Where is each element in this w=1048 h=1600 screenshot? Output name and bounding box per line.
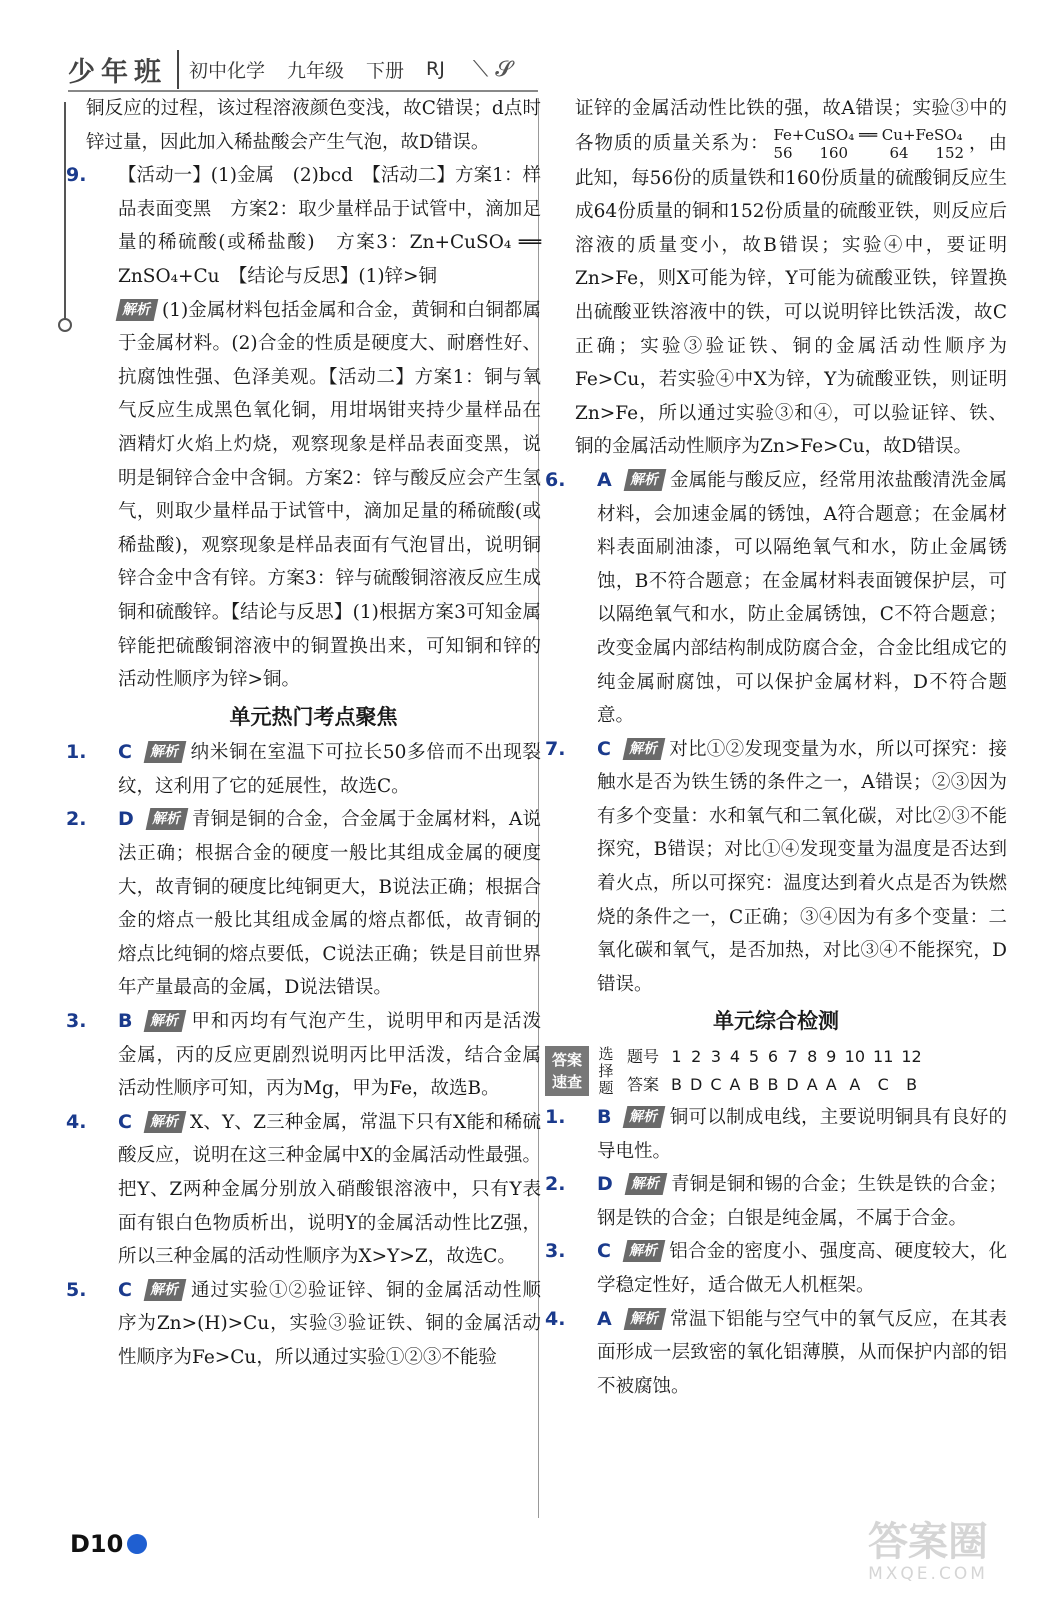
question-item bbox=[66, 1106, 541, 1274]
decoration-icon: ⟍ 𝓢 bbox=[472, 56, 513, 82]
question-number-cell: 5 bbox=[748, 1047, 760, 1067]
question-number: 2. bbox=[66, 808, 87, 831]
question-explanation: 甲和丙均有气泡产生，说明甲和丙是活泼金属，丙的反应更剧烈说明丙比甲活泼，结合金属活动性顺序可知，丙为Mg，甲为Fe，故选B。 bbox=[118, 1011, 541, 1100]
continued-paragraph: 铜反应的过程，该过程溶液颜色变浅，故C错误；d点时锌过量，因此加入稀盐酸会产生气泡，故D错误。 bbox=[86, 98, 541, 153]
question-answer: C bbox=[597, 737, 611, 760]
page-dot-icon bbox=[127, 1534, 147, 1554]
question-number: 4. bbox=[545, 1307, 566, 1330]
question-explanation: 铜可以制成电线，主要说明铜具有良好的导电性。 bbox=[597, 1107, 1007, 1162]
question-number-cell: 12 bbox=[901, 1047, 922, 1067]
answer-cell: A bbox=[729, 1075, 741, 1095]
answer-cell: B bbox=[748, 1075, 760, 1095]
right-items-a bbox=[545, 464, 1007, 1002]
question-item bbox=[66, 1274, 541, 1375]
question-answer: D bbox=[118, 808, 134, 831]
question-number: 5. bbox=[66, 1278, 87, 1301]
row-label-number: 题号 bbox=[627, 1047, 660, 1067]
question-item bbox=[545, 1303, 1007, 1404]
row-label-answer: 答案 bbox=[627, 1075, 660, 1095]
question-explanation: 通过实验①②验证锌、铜的金属活动性顺序为Zn>(H)>Cu，实验③验证铁、铜的金属活动性顺序为Fe>Cu，所以通过实验①②③不能验 bbox=[118, 1279, 541, 1368]
section-title: 单元热门考点聚焦 bbox=[229, 704, 398, 729]
answer-cell: B bbox=[767, 1075, 779, 1095]
explain-tag: 解析 bbox=[116, 299, 159, 321]
answer-grid bbox=[623, 1043, 926, 1099]
explain-tag: 解析 bbox=[623, 1308, 666, 1330]
question-number-cell: 3 bbox=[710, 1047, 721, 1067]
equation-formula: Fe+CuSO₄ ══ Cu+FeSO₄ bbox=[773, 125, 963, 144]
watermark-url: MXQE.COM bbox=[868, 1564, 988, 1584]
chemical-equation bbox=[773, 126, 964, 162]
watermark bbox=[838, 1520, 1018, 1586]
answer-cell: D bbox=[690, 1075, 703, 1095]
question-number-cell: 4 bbox=[729, 1047, 741, 1067]
question-item bbox=[545, 1235, 1007, 1302]
answer-cell: A bbox=[806, 1075, 818, 1095]
explain-tag: 解析 bbox=[144, 1279, 187, 1301]
answer-cell: A bbox=[849, 1075, 861, 1095]
continued-paragraph-right bbox=[545, 92, 1007, 464]
header-volume: 下册 bbox=[366, 59, 405, 82]
question-number-cell: 7 bbox=[787, 1047, 798, 1067]
right-column bbox=[545, 92, 1007, 1403]
question-answer: A bbox=[597, 468, 612, 491]
quick-answer-table bbox=[545, 1043, 1007, 1099]
question-explanation: 青铜是铜和锡的合金；生铁是铁的合金；钢是铁的合金；白银是纯金属，不属于合金。 bbox=[597, 1174, 1007, 1229]
left-items bbox=[66, 736, 541, 1374]
watermark-logo: 答案圈 bbox=[868, 1519, 988, 1565]
answer-cell: C bbox=[877, 1075, 889, 1095]
answer-cell: B bbox=[906, 1075, 918, 1095]
question-answer: D bbox=[597, 1173, 613, 1196]
question-explanation: 青铜是铜的合金，合金属于金属材料，A说法正确；根据合金的硬度一般比其组成金属的硬度大，故青铜的硬度比纯铜更大，B说法正确；根据合金的熔点一般比其组成金属的熔点都低，故青铜的熔点比纯铜的熔点要低，C说法正确；铁是目前世界年产量最高的金属，D说法错误。 bbox=[118, 809, 541, 999]
question-number: 3. bbox=[545, 1240, 566, 1263]
explain-tag: 解析 bbox=[144, 741, 187, 763]
question-item bbox=[545, 464, 1007, 733]
answer-grid-numbers bbox=[623, 1043, 926, 1071]
question-number-cell: 1 bbox=[671, 1047, 682, 1067]
answer-cell: D bbox=[786, 1075, 799, 1095]
question-explanation: 纳米铜在室温下可拉长50多倍而不出现裂纹，这利用了它的延展性，故选C。 bbox=[118, 742, 541, 797]
question-item bbox=[545, 1168, 1007, 1235]
answer-cell: A bbox=[825, 1075, 837, 1095]
question-answer: C bbox=[118, 1278, 132, 1301]
question-number: 6. bbox=[545, 468, 566, 491]
question-item bbox=[545, 1101, 1007, 1168]
header-grade: 九年级 bbox=[287, 59, 345, 82]
mass-cuso4: 160 bbox=[819, 143, 849, 162]
question-explanation: 铝合金的密度小、强度高、硬度较大，化学稳定性好，适合做无人机框架。 bbox=[597, 1241, 1007, 1296]
mass-fe: 56 bbox=[773, 143, 793, 162]
mass-feso4: 152 bbox=[935, 143, 965, 162]
header-edition: RJ bbox=[426, 58, 445, 80]
question-item bbox=[545, 733, 1007, 1002]
question-number-cell: 6 bbox=[767, 1047, 779, 1067]
brand-logo: 少年班 bbox=[68, 50, 179, 89]
answer-grid-answers bbox=[623, 1071, 926, 1099]
question-answer: B bbox=[597, 1106, 612, 1129]
continued-text-a: 证锌的金属活动性比铁的强，故A错误；实验③中的各物质的质量关系为： bbox=[575, 98, 1007, 154]
question-number-cell: 2 bbox=[691, 1047, 702, 1067]
explain-tag: 解析 bbox=[145, 808, 188, 830]
question-explanation: 常温下铝能与空气中的氧气反应，在其表面形成一层致密的氧化铝薄膜，从而保护内部的铝不被腐蚀。 bbox=[597, 1308, 1007, 1397]
question-explanation: X、Y、Z三种金属，常温下只有X能和稀硫酸反应，说明在这三种金属中X的金属活动性最强。把Y、Z两种金属分别放入硝酸银溶液中，只有Y表面有银白色物质析出，说明Y的金属活动性比Z强，所以三种金属的活动性顺序为X>Y>Z，故选C。 bbox=[118, 1111, 541, 1268]
question-number: 2. bbox=[545, 1173, 566, 1196]
explain-tag: 解析 bbox=[623, 469, 666, 491]
question-answer: C bbox=[597, 1240, 611, 1263]
question-type-label: 选择题 bbox=[598, 1044, 614, 1097]
question-number-cell: 10 bbox=[844, 1047, 866, 1067]
header-subject: 初中化学 bbox=[189, 59, 266, 82]
question-item bbox=[66, 736, 541, 803]
question-number-cell: 9 bbox=[826, 1047, 837, 1067]
page-header bbox=[68, 52, 512, 86]
question-answer: B bbox=[118, 1010, 133, 1033]
question-answer: C bbox=[118, 1110, 132, 1133]
question-answer: A bbox=[597, 1307, 612, 1330]
left-column bbox=[66, 92, 541, 1375]
question-number: 1. bbox=[66, 741, 87, 764]
quick-answer-badge: 答案速查 bbox=[545, 1046, 589, 1096]
question-answer: 【活动一】(1)金属 (2)bcd 【活动二】方案1：样品表面变黑 方案2：取少量样品于试管中，滴加足量的稀硫酸(或稀盐酸) 方案3：Zn+CuSO₄ ══ ZnSO₄+Cu 【结论与反思】(1)锌>铜 bbox=[118, 165, 541, 287]
section-title-right: 单元综合检测 bbox=[713, 1009, 839, 1034]
question-number: 3. bbox=[66, 1010, 87, 1033]
question-number-cell: 11 bbox=[873, 1047, 894, 1067]
question-9 bbox=[66, 159, 541, 697]
question-number: 1. bbox=[545, 1106, 566, 1129]
question-number: 9. bbox=[66, 164, 87, 187]
explain-tag: 解析 bbox=[144, 1010, 187, 1032]
answer-cell: C bbox=[710, 1075, 722, 1095]
question-number: 4. bbox=[66, 1110, 87, 1133]
explain-tag: 解析 bbox=[144, 1111, 187, 1133]
page-number: D10 bbox=[70, 1530, 124, 1558]
question-explanation: 对比①②发现变量为水，所以可探究：接触水是否为铁生锈的条件之一，A错误；②③因为有多个变量：水和氧气和二氧化碳，对比②③不能探究，B错误；对比①④发现变量为温度是否达到着火点，所以可探究：温度达到着火点是否为铁燃烧的条件之一，C正确；③④因为有多个变量：二氧化碳和氧气，是否加热，对比③④不能探究，D错误。 bbox=[597, 738, 1007, 995]
question-explanation: (1)金属材料包括金属和合金，黄铜和白铜都属于金属材料。(2)合金的性质是硬度大、耐磨性好、抗腐蚀性强、色泽美观。【活动二】方案1：铜与氧气反应生成黑色氧化铜，用坩埚钳夹持少量样品在酒精灯火焰上灼烧，观察现象是样品表面变黑，说明是铜锌合金中含铜。方案2：锌与酸反应会产生氢气，则取少量样品于试管中，滴加足量的稀硫酸(或稀盐酸)，观察现象是样品表面有气泡冒出，说明铜锌合金中含有锌。方案3：锌与硫酸铜溶液反应生成铜和硫酸锌。【结论与反思】(1)根据方案3可知金属锌能把硫酸铜溶液中的铜置换出来，可知铜和锌的活动性顺序为锌>铜。 bbox=[118, 299, 541, 691]
explain-tag: 解析 bbox=[623, 1106, 666, 1128]
explain-tag: 解析 bbox=[623, 1240, 666, 1262]
explain-tag: 解析 bbox=[623, 738, 666, 760]
explain-tag: 解析 bbox=[624, 1173, 667, 1195]
mass-cu: 64 bbox=[889, 143, 909, 162]
question-item bbox=[66, 803, 541, 1005]
page-footer bbox=[70, 1530, 147, 1558]
question-number: 7. bbox=[545, 737, 566, 760]
answer-cell: B bbox=[671, 1075, 682, 1095]
right-items-b bbox=[545, 1101, 1007, 1403]
equation-masses bbox=[773, 144, 964, 162]
question-explanation: 金属能与酸反应，经常用浓盐酸清洗金属材料，会加速金属的锈蚀，A符合题意；在金属材料表面刷油漆，可以隔绝氧气和水，防止金属锈蚀，B不符合题意；在金属材料表面镀保护层，可以隔绝氧气和水，防止金属锈蚀，C不符合题意；改变金属内部结构制成防腐合金，合金比组成它的纯金属耐腐蚀，可以保护金属材料，D不符合题意。 bbox=[597, 469, 1007, 727]
question-number-cell: 8 bbox=[807, 1047, 818, 1067]
question-answer: C bbox=[118, 741, 132, 764]
continued-text-b: ，由此知，每56份的质量铁和160份质量的硫酸铜反应生成64份质量的铜和152份质量的硫酸亚铁，则反应后溶液的质量变小，故B错误；实验④中，要证明Zn>Fe，则X可能为锌，Y可能为硫酸亚铁，锌置换出硫酸亚铁溶液中的铁，可以说明锌比铁活泼，故C正确；实验③验证铁、铜的金属活动性顺序为Fe>Cu，若实验④中X为锌，Y为硫酸亚铁，则证明Zn>Fe，所以通过实验③和④，可以验证锌、铁、铜的金属活动性顺序为Zn>Fe>Cu，故D错误。 bbox=[575, 132, 1007, 458]
question-item bbox=[66, 1005, 541, 1106]
